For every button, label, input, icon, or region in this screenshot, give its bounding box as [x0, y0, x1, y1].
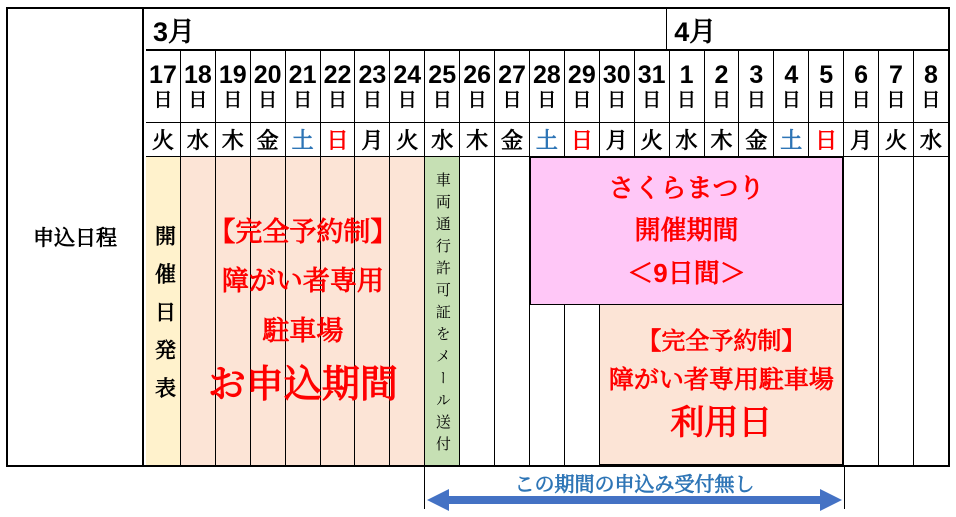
date-number: 2 [714, 60, 729, 89]
weekday-cell: 月 [354, 123, 389, 156]
weekday-cell: 木 [704, 123, 739, 156]
schedule-table [6, 7, 950, 467]
date-suffix: 日 [188, 90, 208, 112]
date-suffix: 日 [537, 90, 557, 112]
date-suffix: 日 [293, 90, 313, 112]
date-cell [704, 51, 739, 122]
weekday-cell: 水 [913, 123, 948, 156]
date-number: 22 [323, 60, 352, 89]
date-suffix: 日 [258, 90, 278, 112]
body-column [843, 157, 878, 465]
date-number: 7 [889, 60, 903, 89]
date-cell [354, 51, 389, 122]
weekday-cell: 日 [564, 123, 599, 156]
usage-line: 障がい者専用駐車場 [608, 365, 834, 394]
no-apply-period [424, 467, 845, 509]
weekday-cell: 水 [424, 123, 459, 156]
date-number: 4 [784, 60, 799, 89]
date-suffix: 日 [362, 90, 382, 112]
weekday-cell: 日 [320, 123, 355, 156]
weekday-cell: 土 [529, 123, 564, 156]
apply-period-line: 障がい者専用 [221, 266, 384, 297]
date-number: 23 [358, 60, 387, 89]
permit-mail-cell: 車両通行許可証をメール送付 [433, 171, 451, 458]
date-cell [843, 51, 878, 122]
month-march: 3月 [153, 16, 196, 47]
date-cell [320, 51, 355, 122]
festival-period-cell [530, 157, 844, 305]
date-suffix: 日 [851, 90, 871, 112]
date-suffix: 日 [153, 90, 173, 112]
festival-line: ＜9日間＞ [627, 257, 746, 288]
body-column [459, 157, 494, 465]
date-cell [913, 51, 948, 122]
date-number: 18 [183, 60, 212, 89]
arrow-right-head [820, 489, 842, 511]
date-cell [250, 51, 285, 122]
date-cell [529, 51, 564, 122]
date-suffix: 日 [432, 90, 452, 112]
date-cell [285, 51, 320, 122]
date-suffix: 日 [223, 90, 243, 112]
date-cell [146, 51, 180, 122]
date-number: 21 [288, 60, 317, 89]
date-suffix: 日 [781, 90, 801, 112]
date-cell [773, 51, 808, 122]
date-suffix: 日 [711, 90, 731, 112]
date-number: 25 [428, 60, 457, 89]
weekday-cell: 土 [773, 123, 808, 156]
weekday-cell: 金 [494, 123, 529, 156]
date-suffix: 日 [327, 90, 347, 112]
date-cell [564, 51, 599, 122]
row-label: 申込日程 [33, 227, 117, 250]
weekday-row [146, 123, 948, 157]
date-cell [424, 51, 459, 122]
weekday-cell: 火 [151, 128, 174, 153]
weekday-cell: 火 [878, 123, 913, 156]
weekday-cell: 木 [215, 123, 250, 156]
calendar-grid [146, 9, 948, 465]
weekday-cell: 火 [389, 123, 424, 156]
date-number: 17 [149, 60, 177, 89]
body-column [913, 157, 948, 465]
date-suffix: 日 [607, 90, 627, 112]
weekday-cell: 水 [669, 123, 704, 156]
weekday-cell: 木 [459, 123, 494, 156]
date-suffix: 日 [642, 90, 662, 112]
body-column [494, 157, 529, 465]
date-suffix: 日 [572, 90, 592, 112]
date-number: 5 [819, 60, 834, 89]
usage-line: 【完全予約制】 [637, 327, 806, 355]
date-number: 30 [602, 60, 631, 89]
date-number: 31 [637, 60, 666, 89]
apply-period-cell [181, 157, 425, 465]
date-cell [808, 51, 843, 122]
date-cell [180, 51, 215, 122]
apply-period-line: 駐車場 [262, 315, 344, 346]
weekday-cell: 月 [843, 123, 878, 156]
apply-period-line: 【完全予約制】 [208, 216, 398, 247]
date-number: 19 [218, 60, 247, 89]
date-cell [215, 51, 250, 122]
body-column [878, 157, 913, 465]
date-number: 1 [679, 60, 694, 89]
double-arrow [427, 489, 842, 511]
date-cell [494, 51, 529, 122]
date-number: 8 [923, 60, 938, 89]
date-row [146, 51, 948, 123]
date-cell [459, 51, 494, 122]
schedule-body [146, 157, 948, 465]
date-suffix: 日 [921, 90, 941, 112]
weekday-cell: 金 [250, 123, 285, 156]
date-number: 26 [463, 60, 492, 89]
date-number: 24 [393, 60, 422, 89]
date-suffix: 日 [467, 90, 487, 112]
month-row [146, 9, 948, 51]
month-april: 4月 [666, 9, 948, 49]
usage-line: 利用日 [670, 404, 773, 443]
date-number: 27 [498, 60, 526, 89]
date-suffix: 日 [886, 90, 906, 112]
weekday-cell: 土 [285, 123, 320, 156]
date-suffix: 日 [816, 90, 836, 112]
festival-line: 開催期間 [634, 215, 739, 246]
announce-day-cell: 開催日発表 [152, 224, 176, 415]
date-number: 20 [253, 60, 282, 89]
weekday-cell: 日 [808, 123, 843, 156]
weekday-cell: 水 [180, 123, 215, 156]
date-suffix: 日 [746, 90, 766, 112]
apply-period-line: お申込期間 [207, 364, 398, 407]
arrow-bar [443, 496, 826, 504]
date-number: 3 [749, 60, 764, 89]
date-suffix: 日 [502, 90, 522, 112]
usage-period-cell [599, 304, 843, 465]
date-cell [738, 51, 773, 122]
date-number: 6 [854, 60, 869, 89]
no-apply-label: この期間の申込み受付無し [514, 474, 755, 496]
date-suffix: 日 [677, 90, 697, 112]
date-number: 28 [533, 60, 561, 89]
festival-line: さくらまつり [608, 173, 765, 204]
row-label-cell [8, 9, 144, 465]
date-cell [878, 51, 913, 122]
date-suffix: 日 [397, 90, 417, 112]
date-number: 29 [567, 60, 596, 89]
date-cell [669, 51, 704, 122]
weekday-cell: 月 [599, 123, 634, 156]
weekday-cell: 火 [634, 123, 669, 156]
date-cell [599, 51, 634, 122]
weekday-cell: 金 [738, 123, 773, 156]
date-cell [634, 51, 669, 122]
date-cell [389, 51, 424, 122]
